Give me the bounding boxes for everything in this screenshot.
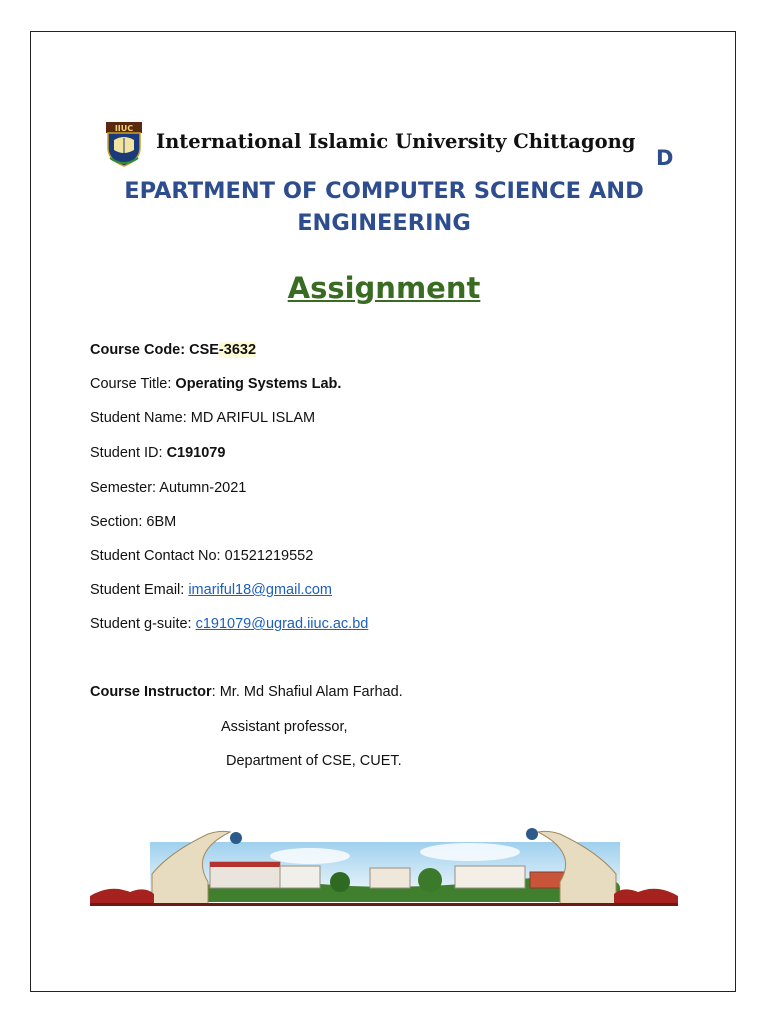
svg-text:IIUC: IIUC	[114, 124, 134, 133]
email-row	[90, 582, 332, 598]
course-title-label: Course Title:	[90, 376, 176, 392]
university-crest-logo	[104, 120, 144, 168]
contact-row: Student Contact No: 01521219552	[90, 548, 314, 564]
instructor-label: Course Instructor	[90, 684, 212, 700]
email-label: Student Email:	[90, 582, 189, 598]
university-name: International Islamic University Chittagong	[156, 130, 636, 153]
campus-banner-image	[90, 822, 678, 906]
course-code-value: -3632	[218, 342, 257, 358]
assignment-title: Assignment	[287, 271, 481, 305]
university-header	[104, 120, 684, 170]
semester-row: Semester: Autumn-2021	[90, 480, 247, 496]
student-id-value: C191079	[166, 445, 226, 461]
instructor-name: : Mr. Md Shafiul Alam Farhad.	[211, 684, 403, 700]
section-row: Section: 6BM	[90, 514, 177, 530]
student-name-row: Student Name: MD ARIFUL ISLAM	[90, 410, 316, 426]
student-id-row	[90, 445, 225, 461]
course-code-label: Course Code: CSE	[90, 342, 219, 358]
email-link[interactable]: imariful18@gmail.com	[188, 582, 332, 598]
gsuite-link[interactable]: c191079@ugrad.iiuc.ac.bd	[195, 616, 369, 632]
course-title-row	[90, 376, 341, 392]
instructor-row	[90, 684, 403, 700]
gsuite-label: Student g-suite:	[90, 616, 196, 632]
gsuite-row	[90, 616, 368, 632]
department-first-letter: D	[656, 146, 674, 170]
student-id-label: Student ID:	[90, 445, 167, 461]
course-code-row	[90, 342, 256, 358]
department-name-line1: EPARTMENT OF COMPUTER SCIENCE AND	[124, 178, 644, 204]
department-name-line2: ENGINEERING	[297, 210, 471, 236]
course-title-value: Operating Systems Lab.	[175, 376, 342, 392]
instructor-designation: Assistant professor,	[221, 719, 348, 735]
instructor-department: Department of CSE, CUET.	[226, 753, 402, 769]
